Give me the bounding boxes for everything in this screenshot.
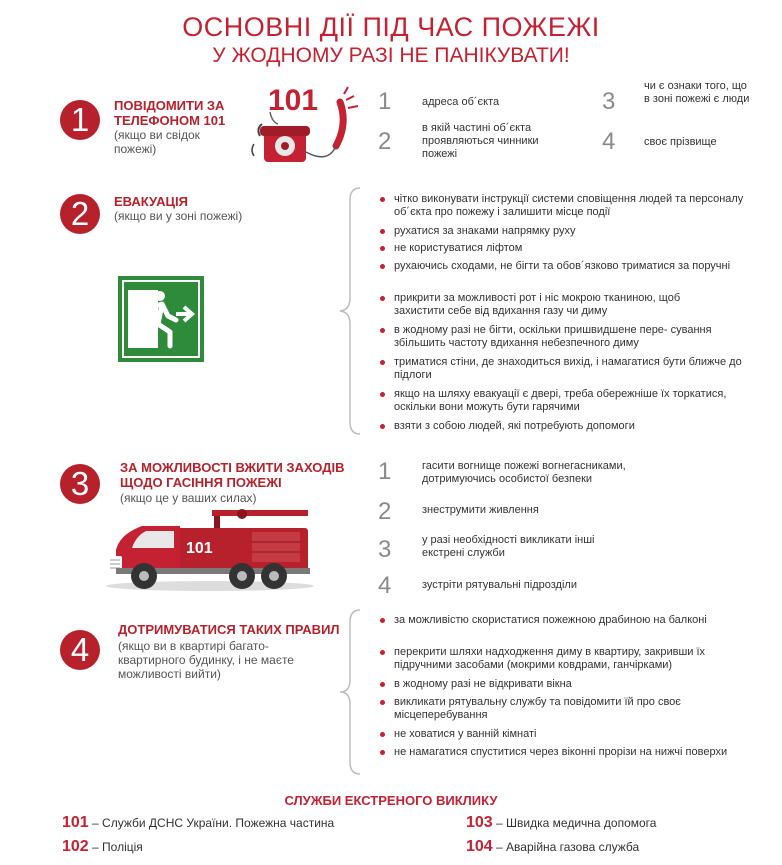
section-1-item-1-text: адреса об´єкта [422,96,500,108]
service-104-text: – Аварійна газова служба [496,840,640,854]
section-2-subtitle: (якщо ви у зоні пожежі) [114,209,243,223]
section-1-item-2-text: в якій частині об´єкта проявляються чинники пожежі [422,122,539,160]
section-3-number: 3 [60,464,100,504]
service-102 [62,838,143,856]
evacuation-rule-4: рухаючись сходами, не бігти та обов´язково триматися за поручні [378,260,739,273]
section-1-item-3-text: чи є ознаки того, що в зоні пожежі є люди [644,80,750,105]
evacuation-rule-1: чітко виконувати інструкції системи сповіщення людей та персоналу об´єкта про пожежу і залишити місце події [378,193,754,219]
section-4-number: 4 [60,630,100,670]
section-1-item-3-number: 3 [602,88,616,115]
section-1-item-4-number: 4 [602,128,616,155]
service-102-number: 102 [62,838,89,855]
service-104 [466,838,639,856]
service-101-text: – Служби ДСНС України. Пожежна частина [92,816,335,830]
apartment-rule-5: не ховатися у ванній кімнаті [378,728,724,741]
service-103 [466,814,656,832]
section-3-item-4-text: зустріти рятувальні підрозділи [422,579,577,591]
service-103-number: 103 [466,814,493,831]
evacuation-rule-8: якщо на шляху евакуації є двері, треба обережніше їх торкатися, оскільки вони можуть бути гарячими [378,388,734,414]
apartment-rule-4: викликати рятувальну службу та повідомити їй про своє місцеперебування [378,696,739,722]
section-4-title: ДОТРИМУВАТИСЯ ТАКИХ ПРАВИЛ [118,622,340,637]
section-3-item-1-text: гасити вогнище пожежі вогнегасниками, дотримуючись особистої безпеки [422,460,626,485]
apartment-rule-2: перекрити шляхи надходження диму в квартиру, закривши їх підручними засобами (мокрими ковдрами, ганчірками) [378,646,749,672]
section-4-subtitle: (якщо ви в квартирі багато- квартирного будинку, і не маєте можливості вийти) [118,639,294,681]
section-3-item-1-number: 1 [378,458,392,485]
section-3-item-3-text: у разі необхідності викликати інші екстрені служби [422,534,595,559]
section-4-brace [338,608,364,776]
section-3-subtitle: (якщо це у ваших силах) [120,491,257,505]
emergency-services-title: СЛУЖБИ ЕКСТРЕНОГО ВИКЛИКУ [284,793,498,808]
service-101 [62,814,334,832]
service-102-text: – Поліція [92,840,143,854]
section-3-title: ЗА МОЖЛИВОСТІ ВЖИТИ ЗАХОДІВ ЩОДО ГАСІННЯ ПОЖЕЖІ [120,460,345,490]
fire-truck-label: 101 [186,540,213,557]
section-1-item-4-text: своє прізвище [644,136,717,148]
section-2-title: ЕВАКУАЦІЯ [114,194,189,209]
page-title: ОСНОВНІ ДІЇ ПІД ЧАС ПОЖЕЖІ [182,12,600,42]
evacuation-rule-9: взяти з собою людей, які потребують допомоги [378,420,754,433]
section-3-item-2-text: знеструмити живлення [422,504,539,516]
apartment-rule-6: не намагатися спуститися через віконні прорізи на нижчі поверхи [378,746,744,759]
emergency-exit-sign-icon [118,276,204,362]
section-3-item-4-number: 4 [378,572,392,599]
section-1-number: 1 [60,100,100,140]
apartment-rule-1: за можливістю скористатися пожежною драбиною на балконі [378,614,724,627]
page-subtitle: У ЖОДНОМУ РАЗІ НЕ ПАНІКУВАТИ! [212,44,570,67]
section-3-item-2-number: 2 [378,498,392,525]
apartment-rule-3: в жодному разі не відкривати вікна [378,678,724,691]
section-3-item-3-number: 3 [378,536,392,563]
section-2-number: 2 [60,194,100,234]
section-1-item-2-number: 2 [378,128,392,155]
service-104-number: 104 [466,838,493,855]
service-101-number: 101 [62,814,89,831]
evacuation-rule-5: прикрити за можливості рот і ніс мокрою тканиною, щоб захистити себе від вдихання газу чи диму [378,292,719,318]
evacuation-rule-2: рухатися за знаками напрямку руху [378,225,754,238]
section-2-brace [338,186,364,436]
section-1-title: ПОВІДОМИТИ ЗА ТЕЛЕФОНОМ 101 [114,98,226,128]
service-103-text: – Швидка медична допомога [496,816,657,830]
section-1-subtitle: (якщо ви свідок пожежі) [114,128,200,156]
evacuation-rule-6: в жодному разі не бігти, оскільки пришвидшене пере- сування збільшить частоту вдихання небезпечного диму [378,324,724,350]
evacuation-rule-7: триматися стіни, де знаходиться вихід, і намагатися бути ближче до підлоги [378,356,744,382]
evacuation-rule-3: не користуватися ліфтом [378,242,754,255]
section-1-item-1-number: 1 [378,88,392,115]
phone-number-101: 101 [268,84,319,117]
